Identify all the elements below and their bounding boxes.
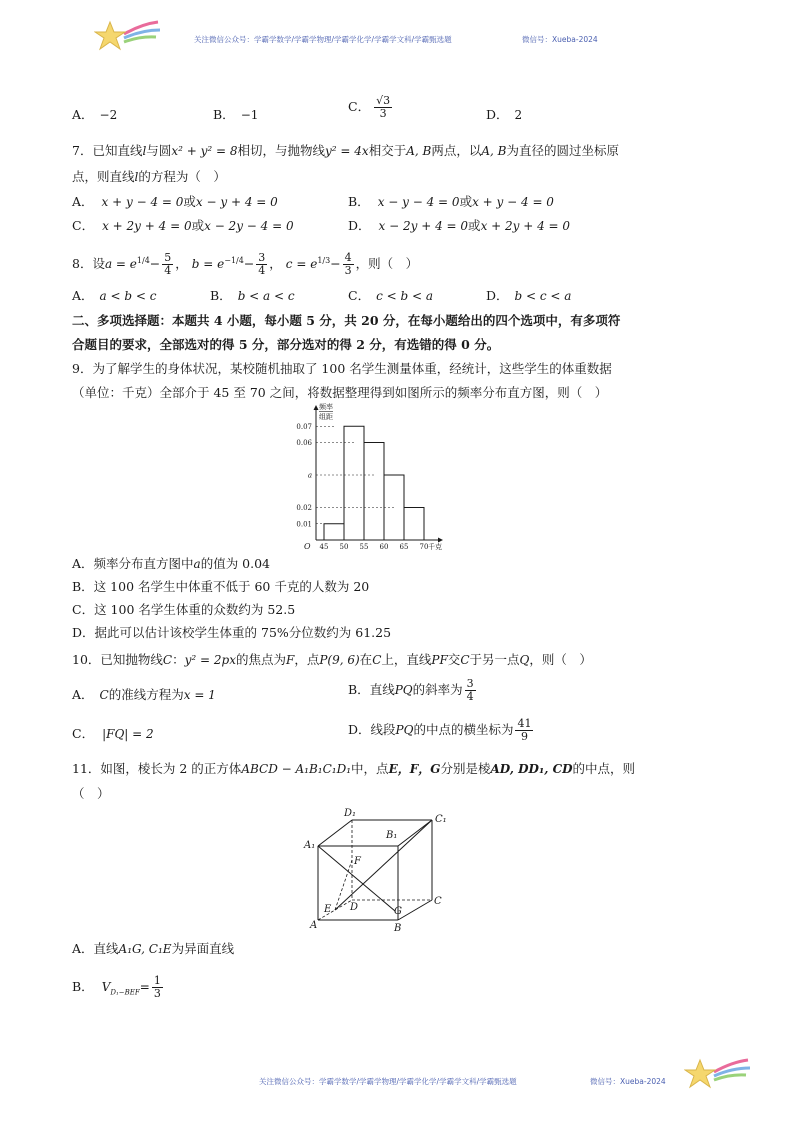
q9-stem-line2: （单位：千克）全部介于 45 至 70 之间，将数据整理得到如图所示的频率分布直方图，则（ ） (72, 385, 608, 400)
cube-label-d1: D₁ (344, 808, 357, 819)
q11-option-b: B． $V_{D_1-BEF}=$ $\frac{1}{3}$ (72, 974, 161, 1000)
q11-stem-line2: （ ） (72, 786, 110, 801)
cube-label-g: G (394, 906, 402, 917)
q11-option-a: A．直线A₁G, C₁E为异面直线 (72, 941, 235, 956)
shooting-star-icon (684, 1054, 752, 1094)
q9-stem-line1: 9．为了解学生的身体状况，某校随机抽取了 100 名学生测量体重，经统计，这些学生的体重数据 (72, 361, 612, 376)
cube-label-b: B (394, 923, 402, 934)
footer-wechat: 微信号：Xueba-2024 (590, 1077, 666, 1086)
cube-label-f: F (354, 856, 361, 867)
section2-line1: 二、多项选择题：本题共 4 小题，每小题 5 分，共 20 分，在每小题给出的四个选项中，有多项符 (72, 313, 621, 328)
x-tick-label: 60 (379, 543, 389, 551)
q7-stem-line2: 点，则直线l的方程为（ ） (72, 169, 226, 184)
q9-option-a: A．频率分布直方图中a的值为 0.04 (72, 556, 271, 571)
y-tick-label-4: 0.01 (296, 520, 312, 529)
cube-label-b1: B₁ (386, 830, 398, 841)
histogram-bar (324, 524, 344, 540)
y-axis-arrow (314, 405, 319, 410)
x-tick-label: 55 (359, 543, 369, 551)
y-tick-label-0: 0.07 (296, 422, 312, 431)
cube-label-a1: A₁ (304, 840, 316, 851)
y-label-bottom: 组距 (319, 413, 333, 421)
q7-stem-line1: 7．已知直线l与圆x² + y² = 8相切，与抛物线y² = 4x相交于A, B两点，以A, B为直径的圆过坐标原 (72, 143, 619, 158)
cube-diagram (300, 804, 460, 936)
shooting-star-icon (94, 16, 162, 56)
q7-option-d: D． x − 2y + 4 = 0或x + 2y + 4 = 0 (348, 218, 571, 233)
x-tick-label: 70 (419, 543, 429, 551)
q10-option-d: D．线段PQ的中点的横坐标为 $\frac{41}{9}$ (348, 717, 532, 743)
x-tick-label: 45 (319, 543, 329, 551)
histogram-bar (364, 443, 384, 541)
q10-option-b: B．直线PQ的斜率为 $\frac{3}{4}$ (348, 677, 474, 703)
cube-label-e: E (324, 904, 332, 915)
q7-option-a: A． x + y − 4 = 0或x − y + 4 = 0 (72, 194, 278, 209)
histogram-bar (344, 426, 364, 540)
y-tick-label-3: 0.02 (296, 504, 312, 512)
footer-text: 关注微信公众号：学霸学数学/学霸学物理/学霸学化学/学霸学文科/学霸甄选题 (259, 1077, 517, 1086)
q11-stem-line1: 11．如图，棱长为 2 的正方体ABCD − A₁B₁C₁D₁中，点E，F，G分别是棱AD, DD₁, CD的中点，则 (72, 761, 636, 776)
histogram-bar (404, 508, 424, 541)
frequency-histogram (284, 402, 464, 552)
cube-label-a: A (310, 920, 318, 931)
q9-option-d: D．据此可以估计该校学生体重的 75%分位数约为 61.25 (72, 625, 392, 640)
q10-option-c: C． |FQ| = 2 (72, 726, 154, 741)
q10-option-a: A． C的准线方程为x = 1 (72, 687, 216, 702)
x-tick-label: 65 (399, 543, 409, 551)
y-label-top: 频率 (319, 403, 333, 411)
q9-option-b: B．这 100 名学生中体重不低于 60 千克的人数为 20 (72, 579, 370, 594)
origin-label: O (304, 542, 311, 551)
x-axis-arrow (438, 538, 443, 543)
q9-option-c: C．这 100 名学生体重的众数约为 52.5 (72, 602, 296, 617)
cube-label-c: C (434, 896, 442, 907)
x-axis-label: 千克 (428, 543, 442, 551)
q8-stem: 8．设$a = e^{1/4}-$ $\frac{5}{4}$ ， $b = e^{-1/4}-$ $\frac{3}{4}$ ， $c = e^{1/3}-$ $\frac{4}{3}$ ，则（ ） (72, 251, 419, 277)
header-text: 关注微信公众号：学霸学数学/学霸学物理/学霸学化学/学霸学文科/学霸甄选题 (194, 35, 452, 44)
cube-label-c1: C₁ (435, 814, 447, 825)
cube-label-d: D (350, 902, 359, 913)
section2-line2: 合题目的要求，全部选对的得 5 分，部分选对的得 2 分，有选错的得 0 分。 (72, 337, 500, 352)
q7-option-b: B． x − y − 4 = 0或x + y − 4 = 0 (348, 194, 554, 209)
y-tick-label-2: a (307, 471, 312, 480)
header-wechat: 微信号：Xueba-2024 (522, 35, 598, 44)
x-tick-label: 50 (339, 543, 349, 551)
q10-stem: 10．已知抛物线C：y² = 2px的焦点为F，点P(9, 6)在C上，直线PF交C于另一点Q，则（ ） (72, 652, 592, 667)
y-tick-label-1: 0.06 (296, 439, 312, 447)
q7-option-c: C． x + 2y + 4 = 0或x − 2y − 4 = 0 (72, 218, 294, 233)
